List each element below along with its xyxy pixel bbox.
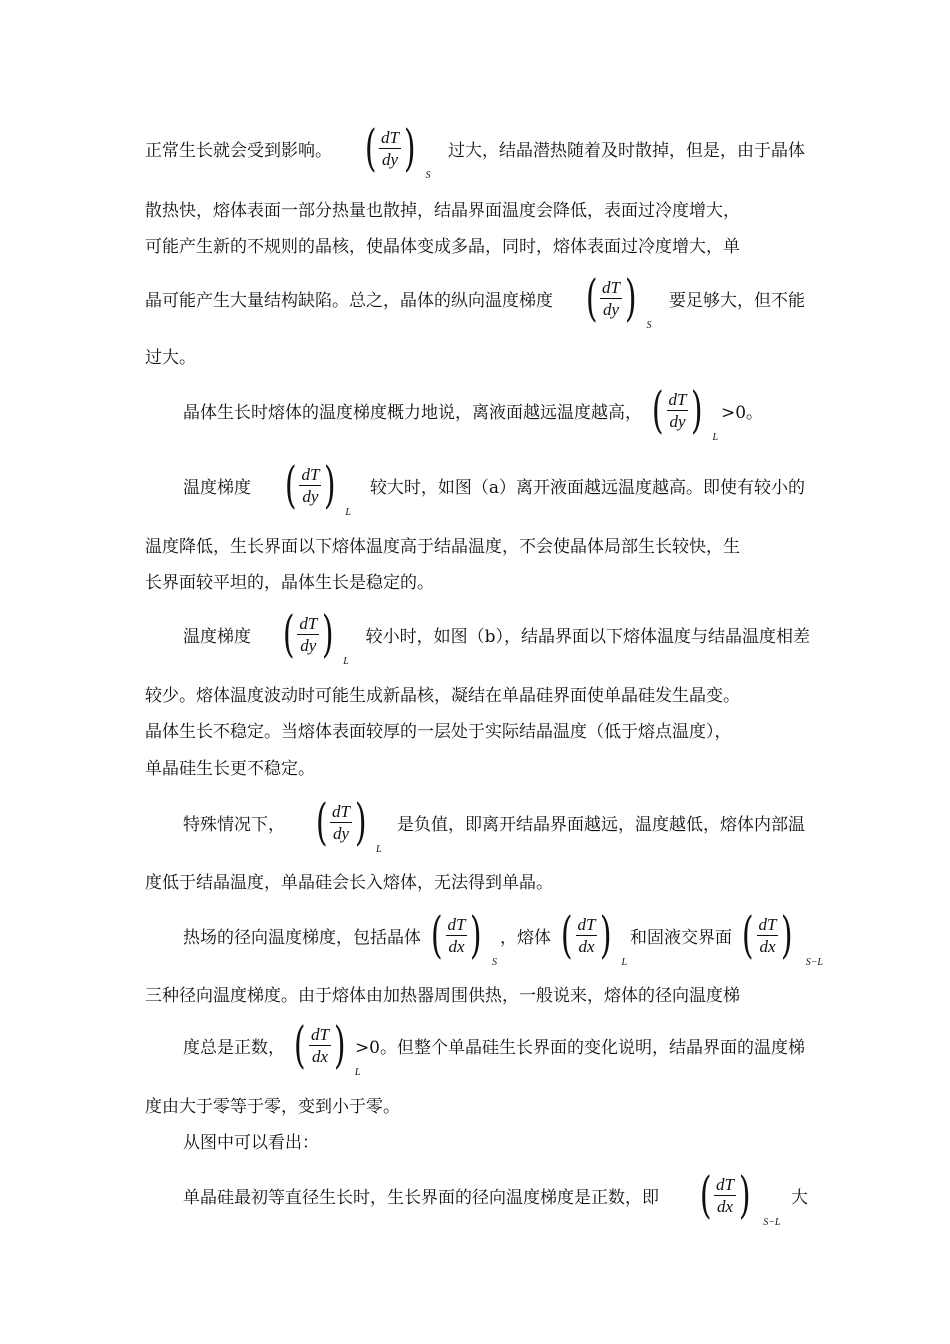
- text-run: 正常生长就会受到影响。: [145, 140, 332, 161]
- right-paren: ): [738, 1166, 751, 1224]
- text-line: [145, 116, 805, 180]
- fraction-numerator: dT: [668, 389, 687, 409]
- fraction-numerator: dT: [602, 277, 620, 297]
- derivative-expression: [648, 381, 718, 443]
- fraction: [330, 801, 352, 844]
- text-run: 是负值，即离开结晶界面越远，温度越低，熔体内部温: [397, 814, 805, 835]
- text-run: 大: [791, 1187, 808, 1208]
- derivative-expression: [582, 269, 652, 331]
- fraction-denominator: dx: [448, 936, 465, 956]
- fraction-denominator: dy: [332, 823, 350, 843]
- subscript: L: [354, 1067, 361, 1078]
- fraction-numerator: dT: [577, 914, 596, 934]
- text-run: 晶体生长不稳定。当熔体表面较厚的一层处于实际结晶温度（低于熔点温度），: [145, 721, 732, 742]
- subscript: S: [425, 170, 431, 181]
- text-run: 长界面较平坦的，晶体生长是稳定的。: [145, 572, 434, 593]
- fraction-denominator: dx: [311, 1046, 328, 1066]
- fraction: [757, 914, 779, 957]
- text-run: 过大。: [145, 347, 196, 368]
- fraction-numerator: dT: [332, 801, 350, 821]
- text-run: >0。: [721, 402, 764, 423]
- subscript: S: [646, 320, 652, 331]
- text-line: [145, 266, 805, 330]
- derivative-expression: [361, 119, 431, 181]
- fraction-numerator: dT: [310, 1024, 329, 1044]
- fraction-denominator: dy: [381, 149, 399, 169]
- text-run: 可能产生新的不规则的晶核，使晶体变成多晶，同时，熔体表面过冷度增大，单: [145, 236, 740, 257]
- fraction-denominator: dx: [578, 936, 595, 956]
- text-run: 温度降低，生长界面以下熔体温度高于结晶温度，不会使晶体局部生长较快，生: [145, 536, 740, 557]
- fraction: [446, 914, 468, 957]
- derivative-expression: [696, 1166, 781, 1228]
- text-run: 热场的径向温度梯度，包括晶体: [183, 927, 421, 948]
- fraction: [309, 1024, 331, 1067]
- text-line: [183, 453, 805, 517]
- text-run: >0。但整个单晶硅生长界面的变化说明，结晶界面的温度梯: [354, 1037, 805, 1058]
- derivative-expression: [557, 906, 627, 968]
- text-run: 晶可能产生大量结构缺陷。总之，晶体的纵向温度梯度: [145, 290, 553, 311]
- text-run: 过大，结晶潜热随着及时散掉，但是，由于晶体: [448, 140, 805, 161]
- left-paren: (: [699, 1166, 712, 1224]
- text-run: 要足够大，但不能: [669, 290, 805, 311]
- left-paren: (: [294, 1016, 307, 1074]
- text-line: [183, 1163, 808, 1227]
- left-paren: (: [284, 456, 297, 514]
- text-line: [183, 602, 810, 666]
- text-line: [183, 1013, 805, 1077]
- right-paren: ): [324, 456, 337, 514]
- right-paren: ): [333, 1016, 346, 1074]
- text-line: [145, 734, 315, 798]
- subscript: S: [492, 957, 497, 968]
- left-paren: (: [585, 269, 598, 327]
- text-run: 单晶硅生长更不稳定。: [145, 758, 315, 779]
- fraction-denominator: dy: [669, 411, 686, 431]
- text-run: 较少。熔体温度波动时可能生成新晶核，凝结在单晶硅界面使单晶硅发生晶变。: [145, 685, 740, 706]
- fraction-numerator: dT: [299, 613, 318, 633]
- fraction: [667, 389, 689, 432]
- fraction-denominator: dx: [716, 1196, 734, 1216]
- derivative-expression: [738, 906, 823, 968]
- text-run: 三种径向温度梯度。由于熔体由加热器周围供热，一般说来，熔体的径向温度梯: [145, 985, 740, 1006]
- derivative-expression: [312, 793, 382, 855]
- text-run: 较大时，如图（a）离开液面越远温度越高。即使有较小的: [369, 477, 805, 498]
- right-paren: ): [322, 605, 334, 663]
- left-paren: (: [430, 906, 443, 964]
- fraction-denominator: dy: [602, 299, 620, 319]
- left-paren: (: [651, 381, 664, 439]
- fraction-numerator: dT: [447, 914, 466, 934]
- derivative-expression: [281, 456, 351, 518]
- text-run: 晶体生长时熔体的温度梯度概力地说，离液面越远温度越高，: [183, 402, 642, 423]
- derivative-expression: [290, 1016, 361, 1078]
- derivative-expression: [427, 906, 497, 968]
- text-line: [183, 790, 805, 854]
- fraction-numerator: dT: [381, 127, 399, 147]
- subscript: L: [621, 957, 627, 968]
- subscript: S−L: [805, 957, 823, 968]
- fraction-denominator: dy: [302, 486, 319, 506]
- right-paren: ): [624, 269, 637, 327]
- subscript: S−L: [763, 1217, 781, 1228]
- text-run: 度低于结晶温度，单晶硅会长入熔体，无法得到单晶。: [145, 872, 553, 893]
- left-paren: (: [560, 906, 573, 964]
- fraction: [600, 277, 622, 320]
- text-run: 温度梯度: [183, 477, 251, 498]
- fraction: [576, 914, 598, 957]
- fraction: [379, 127, 401, 170]
- text-run: 度总是正数，: [183, 1037, 285, 1058]
- right-paren: ): [470, 906, 483, 964]
- fraction-numerator: dT: [716, 1174, 734, 1194]
- fraction-numerator: dT: [758, 914, 777, 934]
- text-run: 单晶硅最初等直径生长时，生长界面的径向温度梯度是正数，即: [183, 1187, 659, 1208]
- text-run: 较小时，如图（b），结晶界面以下熔体温度与结晶温度相差: [365, 626, 810, 647]
- fraction: [297, 613, 319, 656]
- subscript: L: [345, 507, 351, 518]
- left-paren: (: [315, 793, 328, 851]
- subscript: L: [712, 432, 718, 443]
- fraction: [299, 464, 321, 507]
- right-paren: ): [781, 906, 794, 964]
- right-paren: ): [600, 906, 613, 964]
- text-run: 特殊情况下，: [183, 814, 285, 835]
- right-paren: ): [403, 119, 416, 177]
- right-paren: ): [354, 793, 367, 851]
- left-paren: (: [282, 605, 295, 663]
- text-run: 从图中可以看出：: [183, 1132, 319, 1153]
- text-run: 和固液交界面: [630, 927, 732, 948]
- left-paren: (: [741, 906, 754, 964]
- text-line: [183, 903, 823, 968]
- text-run: ，熔体: [500, 927, 551, 948]
- text-run: 度由大于零等于零，变到小于零。: [145, 1096, 400, 1117]
- fraction-denominator: dy: [300, 635, 317, 655]
- subscript: L: [375, 844, 382, 855]
- right-paren: ): [691, 381, 704, 439]
- derivative-expression: [279, 605, 349, 667]
- left-paren: (: [364, 119, 377, 177]
- fraction-numerator: dT: [301, 464, 320, 484]
- text-run: 散热快，熔体表面一部分热量也散掉，结晶界面温度会降低，表面过冷度增大，: [145, 200, 740, 221]
- fraction-denominator: dx: [759, 936, 776, 956]
- text-run: 温度梯度: [183, 626, 251, 647]
- text-line: [183, 378, 763, 442]
- subscript: L: [343, 656, 349, 667]
- fraction: [714, 1174, 736, 1217]
